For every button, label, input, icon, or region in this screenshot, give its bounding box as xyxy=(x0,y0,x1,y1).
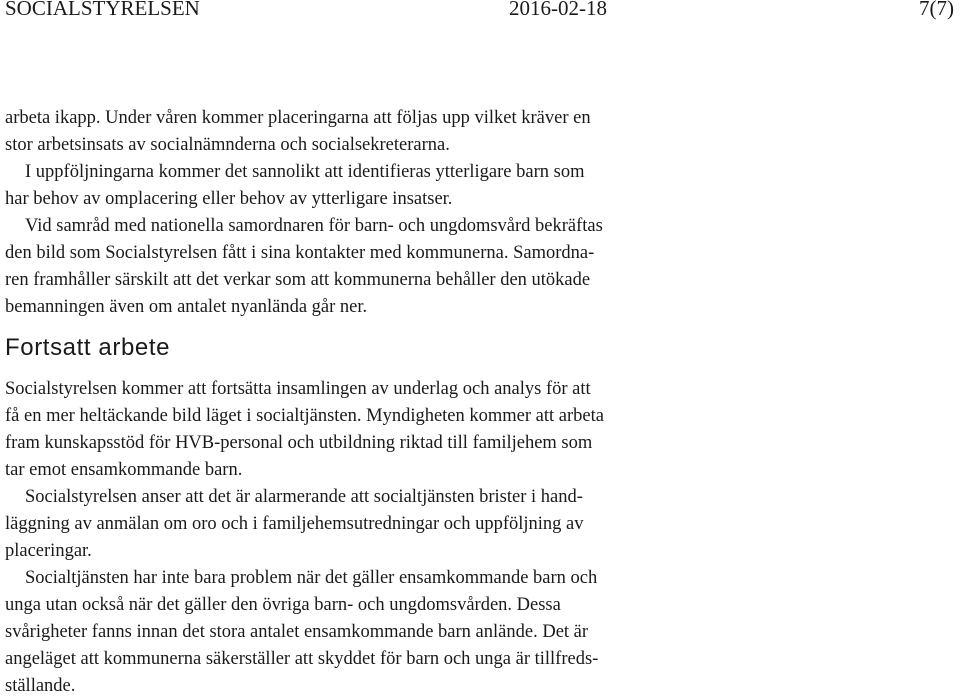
paragraph xyxy=(5,213,755,321)
text-line: läggning av anmälan om oro och i familjehemsutredningar och uppföljning av xyxy=(5,514,584,534)
text-line: svårigheter fanns innan det stora antalet ensamkommande barn anlände. Det är xyxy=(5,622,589,642)
text-line: ren framhåller särskilt att det verkar som att kommunerna behåller den utökade xyxy=(5,270,591,290)
text-line: Vid samråd med nationella samordnaren för barn- och ungdomsvård bekräftas xyxy=(25,216,603,236)
paragraph xyxy=(5,376,755,484)
text-line: har behov av omplacering eller behov av ytterligare insatser. xyxy=(5,189,453,209)
paragraph xyxy=(5,565,755,700)
text-line: Socialstyrelsen kommer att fortsätta insamlingen av underlag och analys för att xyxy=(5,379,591,399)
text-line: unga utan också när det gäller den övriga barn- och ungdomsvården. Dessa xyxy=(5,595,561,615)
document-date: 2016-02-18 xyxy=(509,0,607,20)
section-heading: Fortsatt arbete xyxy=(5,334,171,361)
page-header xyxy=(5,0,954,20)
paragraph xyxy=(5,105,755,213)
text-line: I uppföljningarna kommer det sannolikt att identifieras ytterligare barn som xyxy=(25,162,585,182)
text-line: Socialtjänsten har inte bara problem när det gäller ensamkommande barn och xyxy=(25,568,598,588)
text-line: stor arbetsinsats av socialnämnderna och socialsekreterarna. xyxy=(5,135,450,155)
agency-name: SOCIALSTYRELSEN xyxy=(5,0,200,20)
text-line: placeringar. xyxy=(5,541,92,561)
page-number: 7(7) xyxy=(919,0,954,20)
text-line: den bild som Socialstyrelsen fått i sina kontakter med kommunerna. Samordna- xyxy=(5,243,595,263)
text-line: Socialstyrelsen anser att det är alarmerande att socialtjänsten brister i hand- xyxy=(25,487,583,507)
paragraph xyxy=(5,484,755,565)
text-line: angeläget att kommunerna säkerställer att skyddet för barn och unga är tillfreds- xyxy=(5,649,599,669)
text-line: bemanningen även om antalet nyanlända går ner. xyxy=(5,297,368,317)
text-line: ställande. xyxy=(5,676,76,696)
text-line: arbeta ikapp. Under våren kommer placeringarna att följas upp vilket kräver en xyxy=(5,108,591,128)
text-line: fram kunskapsstöd för HVB-personal och utbildning riktad till familjehem som xyxy=(5,433,593,453)
text-line: tar emot ensamkommande barn. xyxy=(5,460,243,480)
document-body xyxy=(5,105,755,700)
text-line: få en mer heltäckande bild läget i socialtjänsten. Myndigheten kommer att arbeta xyxy=(5,406,604,426)
